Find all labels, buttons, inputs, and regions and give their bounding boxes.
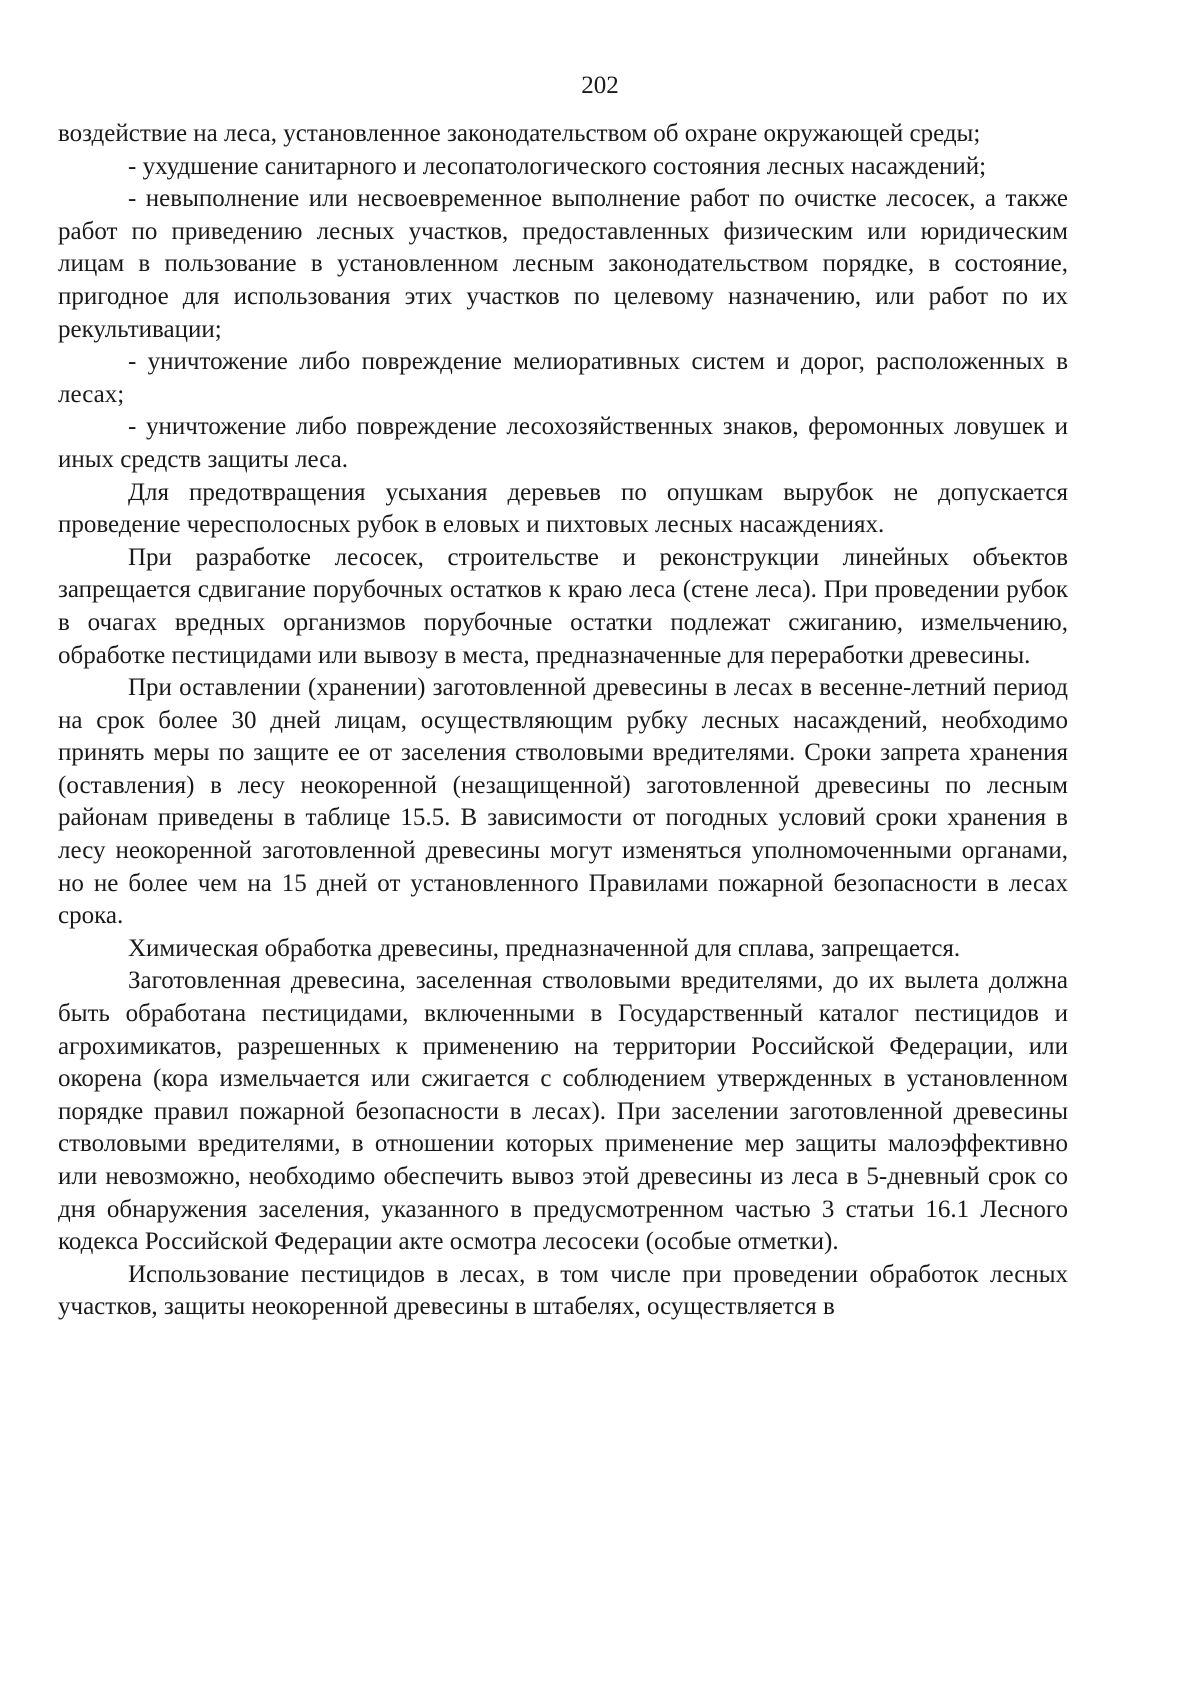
paragraph-pesticides-use: Использование пестицидов в лесах, в том числе при проведении обработок лесных участков, защиты неокоренной древесины в штабелях, осуществляется в xyxy=(58,1260,1068,1321)
paragraph-wood-storage: При оставлении (хранении) заготовленной древесины в лесах в весенне-летний период на срок более 30 дней лицам, осуществляющим рубку лесных насаждений, необходимо принять меры по защите ее от заселения стволовыми вредителями. Сроки запрета хранения (оставления) в лесу неокоренной (незащищенной) заготовленной древесины по лесным районам приведены в таблице 15.5. В зависимости от погодных условий сроки хранения в лесу неокоренной заготовленной древесины могут изменяться уполномоченными органами, но не более чем на 15 дней от установленного Правилами пожарной безопасности в лесах срока. xyxy=(58,674,1068,930)
page-number: 202 xyxy=(581,72,619,99)
body-text xyxy=(58,118,1068,1324)
paragraph-infested-wood: Заготовленная древесина, заселенная стволовыми вредителями, до их вылета должна быть обработана пестицидами, включенными в Государственный каталог пестицидов и агрохимикатов, разрешенных к применению на территории Российской Федерации, или окорена (кора измельчается или сжигается с соблюдением утвержденных в установленном порядке правил пожарной безопасности в лесах). При заселении заготовленной древесины стволовыми вредителями, в отношении которых применение мер защиты малоэффективно или невозможно, необходимо обеспечить вывоз этой древесины из леса в 5-дневный срок со дня обнаружения заселения, указанного в предусмотренном частью 3 статьи 16.1 Лесного кодекса Российской Федерации акте осмотра лесосеки (особые отметки). xyxy=(58,967,1068,1256)
list-item-cleaning-works: - невыполнение или несвоевременное выполнение работ по очистке лесосек, а также работ по приведению лесных участков, предоставленных физическим или юридическим лицам в пользование в установленном лесным законодательством порядке, в состояние, пригодное для использования этих участков по целевому назначению, или работ по их рекультивации; xyxy=(58,185,1068,343)
paragraph-logging-residues: При разработке лесосек, строительстве и реконструкции линейных объектов запрещается сдвигание порубочных остатков к краю леса (стене леса). При проведении рубок в очагах вредных организмов порубочные остатки подлежат сжиганию, измельчению, обработке пестицидами или вывозу в места, предназначенные для переработки древесины. xyxy=(58,543,1068,669)
paragraph-continuation: воздействие на леса, установленное законодательством об охране окружающей среды; xyxy=(58,120,981,147)
list-item-reclamation-systems: - уничтожение либо повреждение мелиоративных систем и дорог, расположенных в лесах; xyxy=(58,348,1068,408)
paragraph-drying-prevention: Для предотвращения усыхания деревьев по опушкам вырубок не допускается проведение чересполосных рубок в еловых и пихтовых лесных насаждениях. xyxy=(58,478,1068,539)
list-item-sanitary-state: - ухудшение санитарного и лесопатологического состояния лесных насаждений; xyxy=(128,152,987,180)
list-item-forest-signs: - уничтожение либо повреждение лесохозяйственных знаков, феромонных ловушек и иных средств защиты леса. xyxy=(58,413,1068,473)
paragraph-chemical-treatment: Химическая обработка древесины, предназначенной для сплава, запрещается. xyxy=(128,934,961,962)
